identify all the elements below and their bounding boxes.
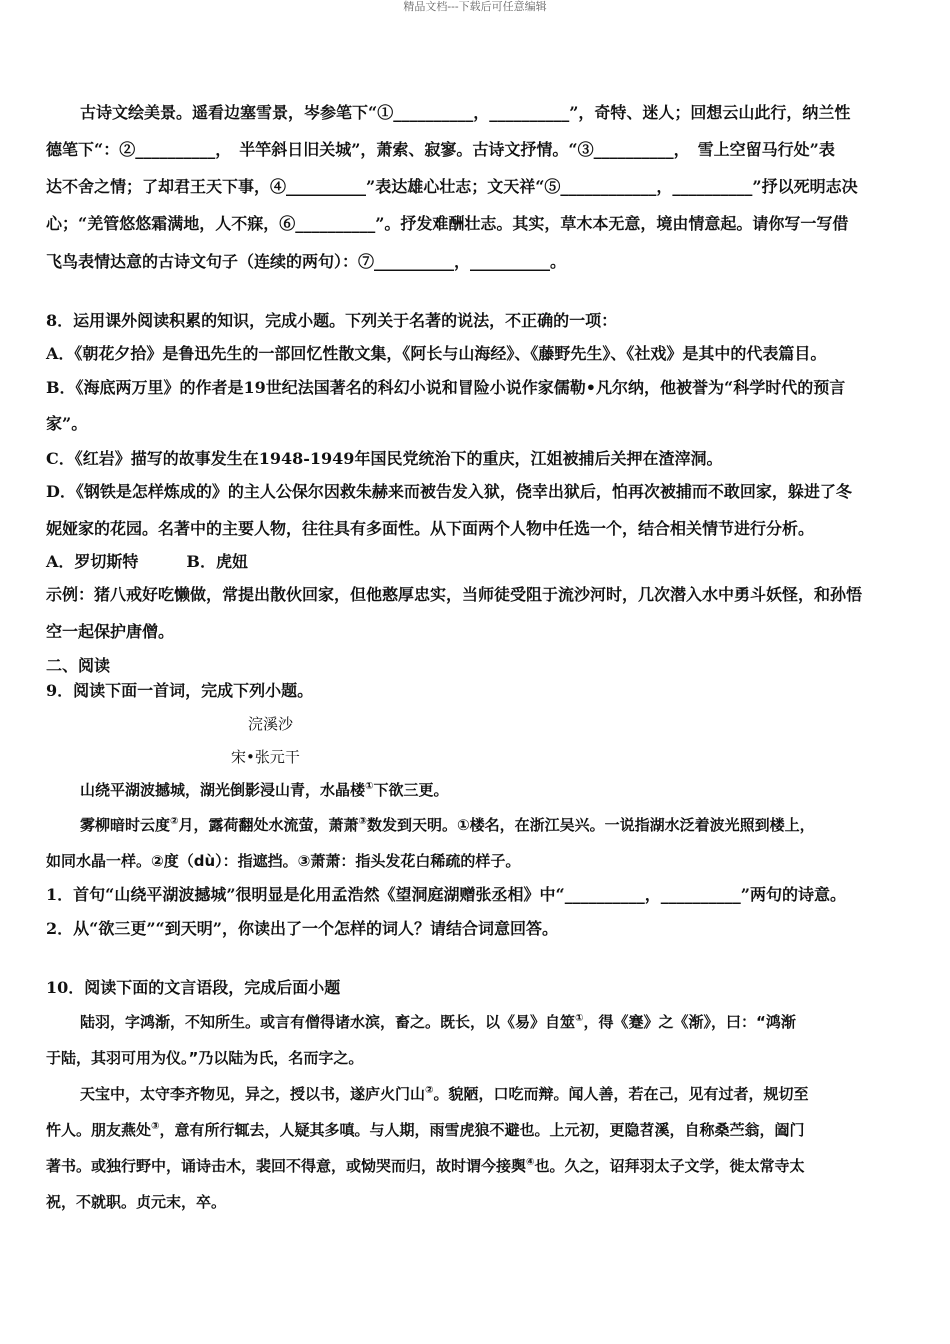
- classical-line: 祝，不就职。贞元末，卒。: [46, 1193, 227, 1211]
- example-text: 示例：猪八戒好吃懒做，常提出散伙回家，但他憨厚忠实，当师徒受阻于流沙河时，几次潜入水中勇斗妖怪，和孙悟: [46, 585, 863, 604]
- footnote-mark: ③: [358, 816, 367, 827]
- footnote-mark: ④: [526, 1157, 535, 1168]
- classical-text: 。貌陋，口吃而辩。闻人善，若在己，见有过者，规切至: [433, 1085, 809, 1103]
- poem-line-1: [80, 779, 449, 801]
- classical-text: 著书。或独行野中，诵诗击木，裴回不得意，或恸哭而归，故时谓今接舆: [46, 1157, 527, 1175]
- footnote-mark: ①: [575, 1013, 584, 1024]
- classical-text: 陆羽，字鸿渐，不知所生。或言有僧得诸水滨，畜之。既长，以《易》自筮: [80, 1013, 576, 1031]
- question-8-stem: 8．运用课外阅读积累的知识，完成小题。下列关于名著的说法，不正确的一项：: [46, 311, 618, 330]
- paragraph-line: 飞鸟表情达意的古诗文句子（连续的两句）：⑦__________，__________。: [46, 252, 567, 271]
- poem-text: 下欲三更。: [373, 781, 449, 799]
- paragraph-line: 德笔下“：②__________， 半竿斜日旧关城”，萧索、寂寥。古诗文抒情。“③__________， 雪上空留马行处”表: [46, 140, 835, 159]
- subquestion-2: 2．从“欲三更”“到天明”，你读出了一个怎样的词人？请结合词意回答。: [46, 919, 558, 938]
- classical-line: [46, 1119, 805, 1141]
- footnote-mark: ①: [365, 781, 374, 792]
- question-9-stem: 9．阅读下面一首词，完成下列小题。: [46, 681, 314, 700]
- poem-text: 月，露荷翻处水流萤，萧萧: [178, 816, 359, 834]
- poem-author: 宋•张元干: [231, 748, 300, 766]
- option-b: B．《海底两万里》的作者是19世纪法国著名的科幻小说和冒险小说作家儒勒•凡尔纳，他被誉为“科学时代的预言: [46, 378, 846, 397]
- footnote-mark: ②: [425, 1085, 434, 1096]
- footnote-mark: ②: [170, 816, 179, 827]
- option-d: D．《钢铁是怎样炼成的》的主人公保尔因救朱赫来而被告发入狱，侥幸出狱后，怕再次被捕而不敢回家，躲进了冬: [46, 482, 852, 501]
- paragraph-line: 达不舍之情；了却君王天下事，④__________”表达雄心壮志；文天祥“⑤____________，__________”抒以死明志决: [46, 177, 858, 196]
- subquestion-1: 1．首句“山绕平湖波撼城”很明显是化用孟浩然《望洞庭湖赠张丞相》中“__________，__________”两句的诗意。: [46, 885, 846, 904]
- poem-line-2: [80, 814, 815, 836]
- classical-line: 于陆，其羽可用为仪。”乃以陆为氏，名而字之。: [46, 1049, 364, 1067]
- paragraph-line: 心；“羌管悠悠霜满地，人不寐，⑥__________”。抒发难酬壮志。其实，草木本无意，境由情意起。请你写一写借: [46, 214, 849, 233]
- poem-text: 数发到天明。①楼名，在浙江吴兴。一说指湖水泛着波光照到楼上，: [366, 816, 815, 834]
- classical-text: 也。久之，诏拜羽太子文学，徙太常寺太: [534, 1157, 805, 1175]
- option-c: C．《红岩》描写的故事发生在1948-1949年国民党统治下的重庆，江姐被捕后关押在渣滓洞。: [46, 449, 723, 468]
- question-10-stem: 10．阅读下面的文言语段，完成后面小题: [46, 978, 341, 997]
- option-d-cont: 妮娅家的花园。名著中的主要人物，往往具有多面性。从下面两个人物中任选一个，结合相关情节进行分析。: [46, 519, 815, 538]
- poem-text: 山绕平湖波撼城，湖光倒影浸山青，水晶楼: [80, 781, 366, 799]
- section-heading: 二、阅读: [46, 656, 111, 675]
- option-a: A．《朝花夕拾》是鲁迅先生的一部回忆性散文集，《阿长与山海经》、《藤野先生》、《社戏》是其中的代表篇目。: [46, 344, 827, 363]
- example-text-cont: 空一起保护唐僧。: [46, 622, 175, 641]
- classical-text: 天宝中，太守李齐物见，异之，授以书，遂庐火门山: [80, 1085, 426, 1103]
- classical-line: [80, 1011, 796, 1033]
- paragraph-line: 古诗文绘美景。遥看边塞雪景，岑参笔下“①__________，__________”，奇特、迷人；回想云山此行，纳兰性: [80, 103, 851, 122]
- classical-line: [46, 1155, 805, 1177]
- classical-text: 忤人。朋友燕处: [46, 1121, 152, 1139]
- footnote-mark: ③: [151, 1121, 160, 1132]
- poem-notes: 如同水晶一样。②度（dù）：指遮挡。③萧萧：指头发花白稀疏的样子。: [46, 852, 521, 870]
- classical-text: ，得《蹇》之《渐》，曰：“鸿渐: [583, 1013, 796, 1031]
- poem-text: 雾柳暗时云度: [80, 816, 171, 834]
- page-header: 精品文档---下载后可任意编辑: [403, 0, 547, 13]
- classical-line: [80, 1083, 809, 1105]
- character-choices: A．罗切斯特 B．虎妞: [46, 552, 248, 571]
- classical-text: ，意有所行辄去，人疑其多嗔。与人期，雨雪虎狼不避也。上元初，更隐苕溪，自称桑苎翁，阖门: [159, 1121, 805, 1139]
- poem-title: 浣溪沙: [248, 715, 294, 733]
- option-b-cont: 家”。: [46, 414, 88, 433]
